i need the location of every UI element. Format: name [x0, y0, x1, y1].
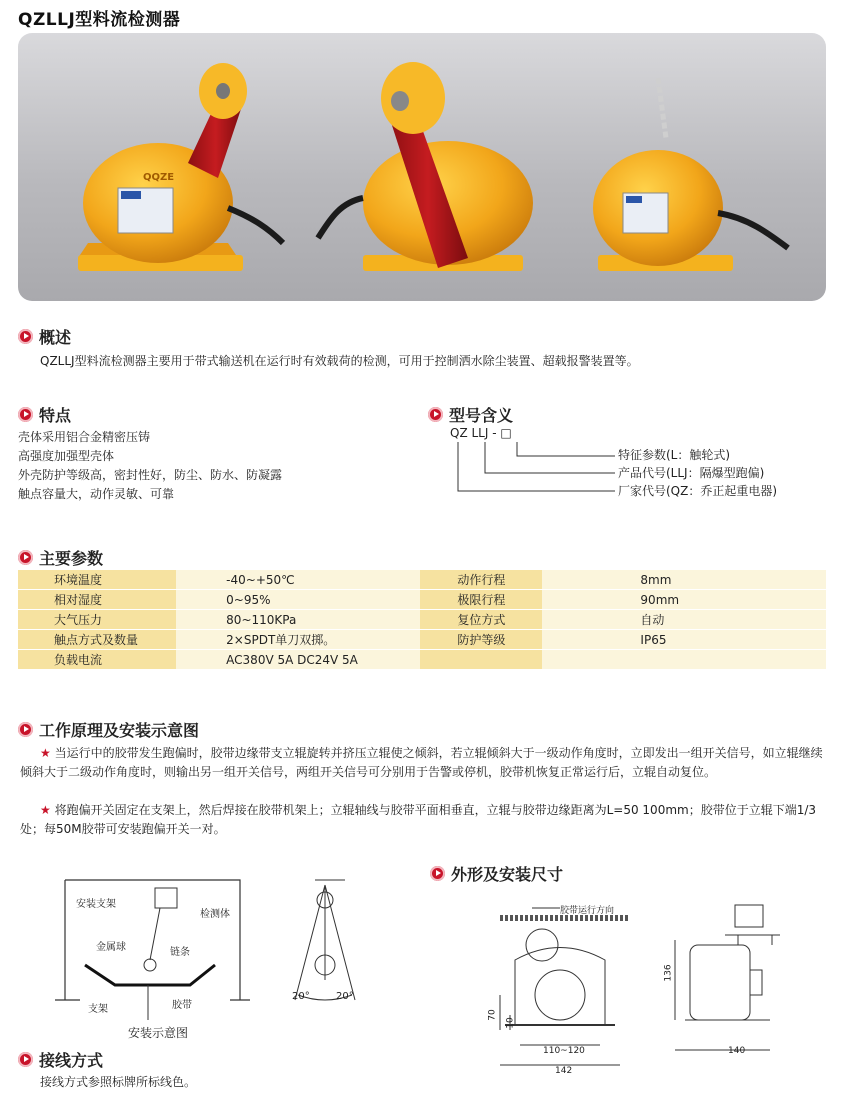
param-name-cell: 复位方式: [420, 610, 542, 630]
section-bullet-icon: [18, 722, 33, 737]
param-name-cell: 环境温度: [18, 570, 176, 590]
model-heading: [428, 403, 513, 426]
param-name-cell: 负载电流: [18, 650, 176, 670]
params-row: [18, 650, 826, 670]
section-bullet-icon: [428, 407, 443, 422]
param-value-cell: AC380V 5A DC24V 5A: [176, 650, 420, 670]
model-legend-item: 产品代号(LLJ：隔爆型跑偏): [618, 466, 765, 480]
feature-item: 高强度加强型壳体: [18, 449, 115, 463]
label-angle-left: 20°: [292, 991, 310, 1002]
principle-heading-text: 工作原理及安装示意图: [39, 721, 200, 740]
param-value-cell: 2×SPDT单刀双掷。: [176, 630, 420, 650]
model-code-qz: QZ: [450, 426, 468, 440]
principle-paragraph-1: [20, 744, 830, 782]
svg-text:QQZE: QQZE: [143, 172, 175, 183]
param-name-cell: 极限行程: [420, 590, 542, 610]
page-title: QZLLJ型料流检测器: [18, 10, 181, 30]
param-value-cell: 80~110KPa: [176, 610, 420, 630]
features-heading: [18, 403, 71, 426]
model-heading-text: 型号含义: [449, 406, 514, 425]
section-bullet-icon: [18, 550, 33, 565]
features-heading-text: 特点: [39, 406, 72, 425]
principle-text-2: 将跑偏开关固定在支架上，然后焊接在胶带机架上；立辊轴线与胶带平面相垂直，立辊与胶带边缘距离为L=50 100mm；胶带位于立辊下端1/3处；每50M胶带可安装跑偏开关一对。: [20, 803, 817, 836]
params-row: [18, 610, 826, 630]
param-value-cell: IP65: [542, 630, 826, 650]
model-code-dash: -: [492, 426, 497, 440]
principle-heading: [18, 718, 199, 741]
params-table: [18, 570, 826, 670]
overview-heading: [18, 325, 71, 348]
principle-paragraph-2: [20, 801, 830, 839]
label-support-frame: 安装支架: [76, 899, 116, 910]
label-bracket: 支架: [88, 1004, 108, 1015]
dim-70: 70: [487, 1009, 498, 1021]
dimensions-heading-text: 外形及安装尺寸: [451, 865, 564, 884]
section-bullet-icon: [18, 407, 33, 422]
star-icon: ★: [40, 746, 51, 760]
param-value-cell: 0~95%: [176, 590, 420, 610]
wiring-text: 接线方式参照标牌所标线色。: [40, 1075, 197, 1089]
features-list: [18, 428, 398, 504]
wiring-heading: [18, 1048, 103, 1071]
model-code-box: □: [500, 426, 512, 440]
section-bullet-icon: [18, 329, 33, 344]
section-bullet-icon: [430, 866, 445, 881]
label-belt-direction: 胶带运行方向: [560, 906, 615, 916]
label-angle-right: 20°: [336, 991, 354, 1002]
label-detector: 检测体: [200, 909, 230, 920]
product-illustration: [18, 33, 826, 301]
param-name-cell: 防护等级: [420, 630, 542, 650]
params-table-body: [18, 570, 826, 670]
param-value-cell: [542, 650, 826, 670]
model-legend-item: 厂家代号(QZ：乔正起重电器): [618, 484, 778, 498]
principle-text-1: 当运行中的胶带发生跑偏时，胶带边缘带支立辊旋转并挤压立辊使之倾斜，若立辊倾斜大于一级动作角度时，立即发出一组开关信号，如立辊继续倾斜大于二级动作角度时，则输出另一组开关信号，两组开关信号可分别用于告警或停机，胶带机恢复正常运行后，立辊自动复位。: [20, 746, 823, 779]
overview-heading-text: 概述: [39, 328, 72, 347]
dim-142: 142: [555, 1066, 573, 1076]
model-legend: [618, 446, 777, 500]
feature-item: 壳体采用铝合金精密压铸: [18, 430, 151, 444]
model-legend-item: 特征参数(L：触轮式): [618, 448, 731, 462]
model-code-llj: LLJ: [471, 426, 489, 440]
switch-unit-right: [593, 78, 788, 271]
feature-item: 触点容量大，动作灵敏、可靠: [18, 487, 175, 501]
dim-140: 140: [728, 1046, 746, 1056]
param-name-cell: 动作行程: [420, 570, 542, 590]
params-heading-text: 主要参数: [39, 549, 104, 568]
params-row: [18, 590, 826, 610]
star-icon: ★: [40, 803, 51, 817]
param-value-cell: 90mm: [542, 590, 826, 610]
param-value-cell: 自动: [542, 610, 826, 630]
param-name-cell: [420, 650, 542, 670]
params-row: [18, 630, 826, 650]
feature-item: 外壳防护等级高，密封性好，防尘、防水、防凝露: [18, 468, 283, 482]
label-metal-ball: 金属球: [96, 942, 126, 953]
dimension-drawing: [480, 900, 820, 1085]
param-name-cell: 触点方式及数量: [18, 630, 176, 650]
install-caption: 安装示意图: [128, 1026, 189, 1040]
dim-110-120: 110~120: [543, 1046, 585, 1056]
overview-text: QZLLJ型料流检测器主要用于带式输送机在运行时有效载荷的检测，可用于控制洒水除尘装置、超载报警装置等。: [40, 354, 639, 368]
param-name-cell: 相对湿度: [18, 590, 176, 610]
wiring-heading-text: 接线方式: [39, 1051, 104, 1070]
params-row: [18, 570, 826, 590]
product-photo: [18, 33, 826, 301]
switch-unit-left: [78, 63, 283, 271]
dimensions-heading: [430, 862, 563, 885]
switch-unit-center: [318, 62, 533, 271]
section-bullet-icon: [18, 1052, 33, 1067]
dim-10: 10: [505, 1017, 516, 1029]
params-heading: [18, 546, 103, 569]
param-value-cell: 8mm: [542, 570, 826, 590]
model-leader-lines: [450, 440, 620, 500]
dim-136: 136: [663, 964, 674, 982]
label-belt: 胶带: [172, 1000, 192, 1011]
label-chain: 链条: [170, 947, 190, 958]
param-name-cell: 大气压力: [18, 610, 176, 630]
param-value-cell: -40~+50℃: [176, 570, 420, 590]
